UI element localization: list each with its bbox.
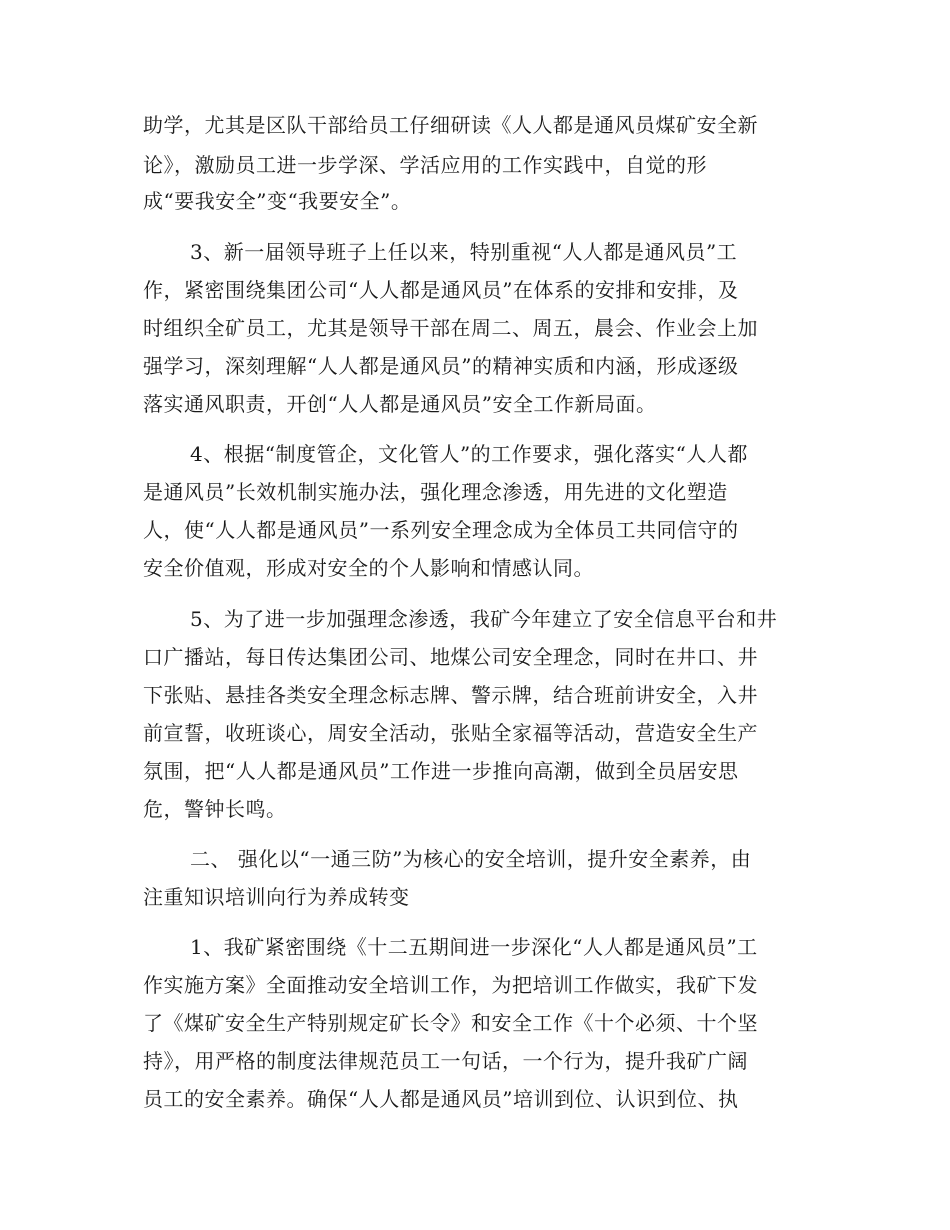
text-line: 氛围，把“人人都是通风员”工作进一步推向高潮，做到全员居安思 — [143, 759, 739, 783]
text-line: 安全价值观，形成对安全的个人影响和情感认同。 — [143, 556, 594, 580]
paragraph-start-line: 5、为了进一步加强理念渗透，我矿今年建立了安全信息平台和井 — [190, 607, 778, 631]
text-line: 口广播站，每日传达集团公司、地煤公司安全理念，同时在井口、井 — [143, 645, 758, 669]
text-line: 时组织全矿员工，尤其是领导干部在周二、周五，晨会、作业会上加 — [143, 316, 758, 340]
text-line: 作实施方案》全面推动安全培训工作，为把培训工作做实，我矿下发 — [143, 973, 758, 997]
text-line: 了《煤矿安全生产特别规定矿长令》和安全工作《十个必须、十个坚 — [143, 1011, 758, 1035]
paragraph-start-line: 4、根据“制度管企，文化管人”的工作要求，强化落实“人人都 — [190, 442, 748, 466]
text-line: 论》，激励员工进一步学深、学活应用的工作实践中，自觉的形 — [143, 153, 707, 177]
text-line: 强学习，深刻理解“人人都是通风员”的精神实质和内涵，形成逐级 — [143, 354, 739, 378]
text-line: 助学，尤其是区队干部给员工仔细研读《人人都是通风员煤矿安全新 — [143, 113, 758, 137]
section-heading-line: 二、 强化以“一通三防”为核心的安全培训，提升安全素养，由 — [190, 847, 752, 871]
text-line: 人，使“人人都是通风员”一系列安全理念成为全体员工共同信守的 — [143, 518, 739, 542]
text-line: 员工的安全素养。确保“人人都是通风员”培训到位、认识到位、执 — [143, 1087, 739, 1111]
section-heading-line: 注重知识培训向行为养成转变 — [143, 885, 410, 909]
paragraph-start-line: 1、我矿紧密围绕《十二五期间进一步深化“人人都是通风员”工 — [190, 935, 758, 959]
text-line: 成“要我安全”变“我要安全”。 — [143, 189, 412, 213]
paragraph-start-line: 3、新一届领导班子上任以来，特别重视“人人都是通风员”工 — [190, 240, 738, 264]
text-line: 落实通风职责，开创“人人都是通风员”安全工作新局面。 — [143, 392, 657, 416]
text-line: 是通风员”长效机制实施办法，强化理念渗透，用先进的文化塑造 — [143, 480, 728, 504]
text-line: 前宣誓，收班谈心，周安全活动，张贴全家福等活动，营造安全生产 — [143, 721, 758, 745]
text-line: 持》，用严格的制度法律规范员工一句话，一个行为，提升我矿广阔 — [143, 1049, 748, 1073]
text-line: 下张贴、悬挂各类安全理念标志牌、警示牌，结合班前讲安全，入井 — [143, 683, 758, 707]
text-line: 作，紧密围绕集团公司“人人都是通风员”在体系的安排和安排，及 — [143, 278, 739, 302]
text-line: 危，警钟长鸣。 — [143, 797, 287, 821]
